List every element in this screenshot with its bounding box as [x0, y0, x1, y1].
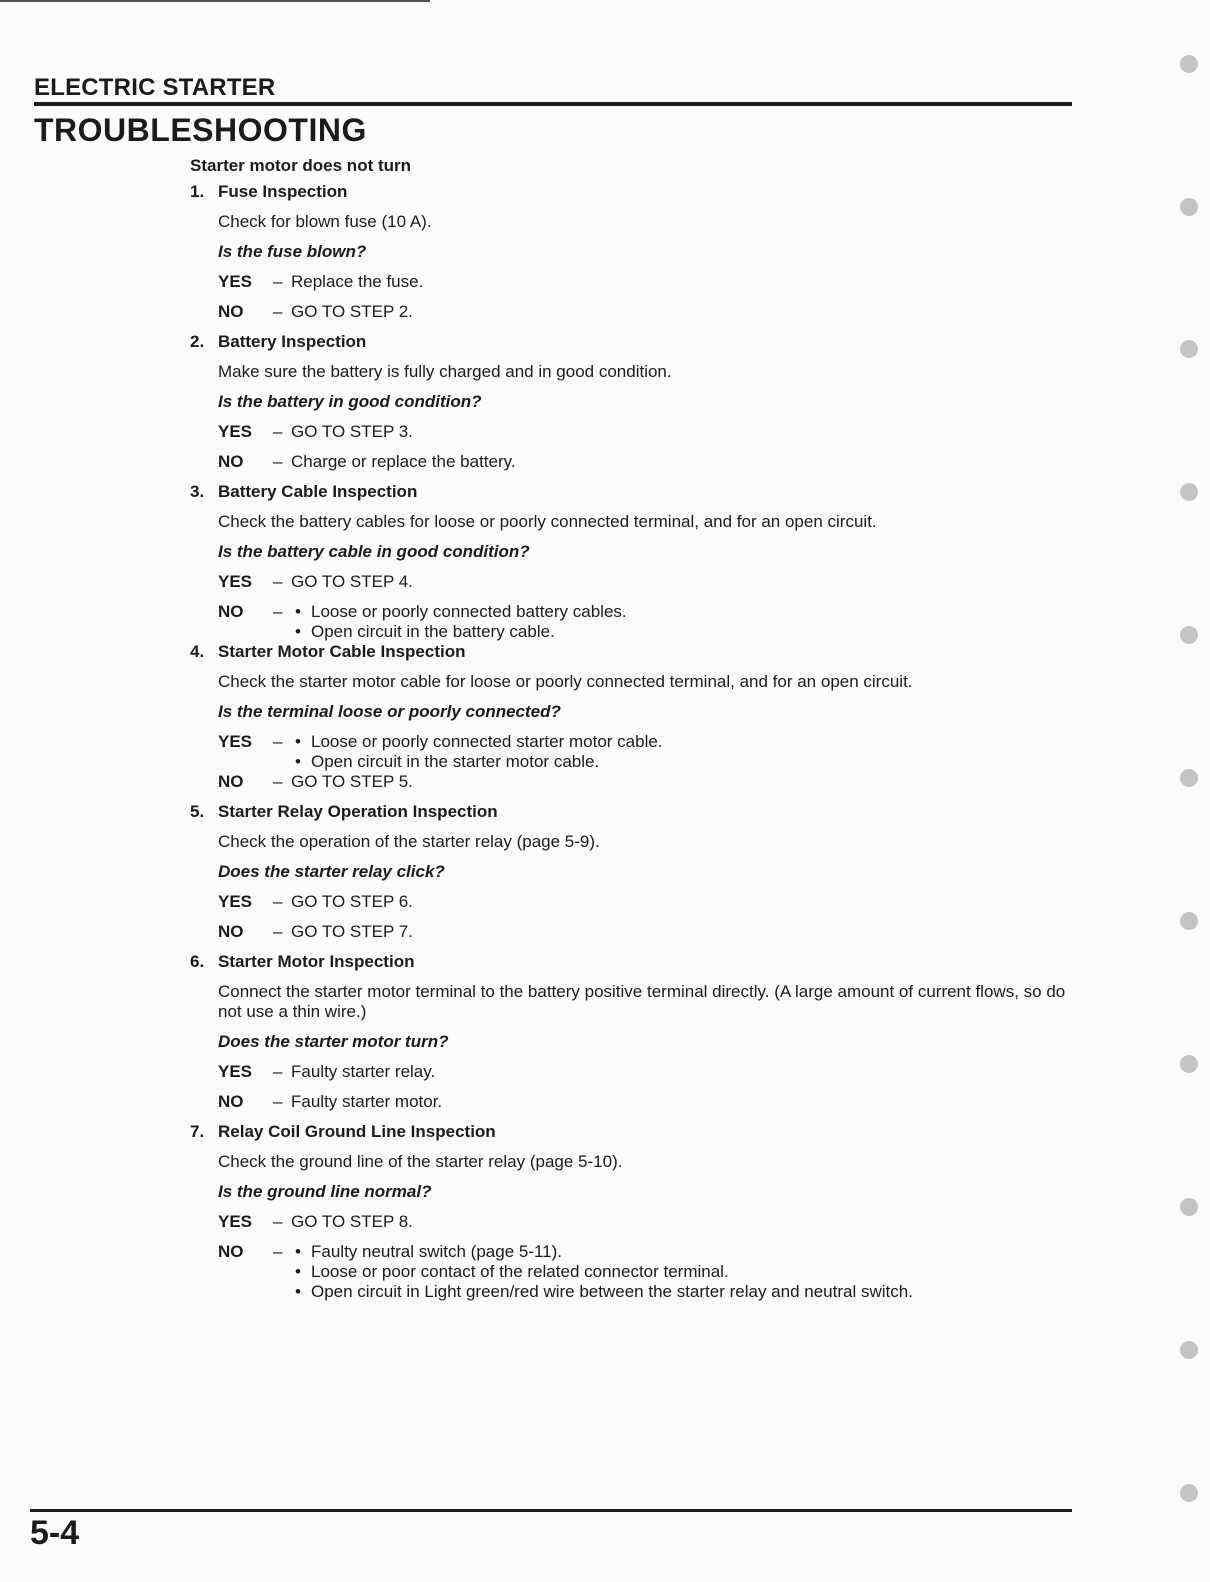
yes-text: GO TO STEP 4. — [291, 572, 413, 591]
answer-no — [218, 602, 1070, 642]
step-1 — [190, 182, 1070, 332]
bullet-item: • Open circuit in the battery cable. — [291, 622, 627, 642]
answer-yes — [218, 272, 1070, 302]
no-label: NO — [218, 922, 244, 941]
step-number: 5. — [190, 802, 205, 821]
bullet-item: • Loose or poor contact of the related connector terminal. — [291, 1262, 913, 1282]
step-question: Is the ground line normal? — [218, 1182, 432, 1201]
step-3 — [190, 482, 1070, 642]
answer-dash: – — [273, 452, 283, 471]
step-number: 3. — [190, 482, 205, 501]
page-title: TROUBLESHOOTING — [34, 112, 367, 148]
step-heading — [190, 1122, 1070, 1152]
step-description: Make sure the battery is fully charged and in good condition. — [218, 362, 672, 381]
step-title: Battery Cable Inspection — [218, 482, 418, 501]
yes-text: Replace the fuse. — [291, 272, 424, 291]
answer-no — [218, 1242, 1070, 1302]
yes-text: Faulty starter relay. — [291, 1062, 436, 1081]
answer-yes — [218, 572, 1070, 602]
yes-text: GO TO STEP 8. — [291, 1212, 413, 1231]
no-text: GO TO STEP 5. — [291, 772, 413, 791]
no-label: NO — [218, 1242, 244, 1261]
answer-no — [218, 772, 1070, 802]
section-title: ELECTRIC STARTER — [34, 74, 276, 101]
answer-dash: – — [273, 772, 283, 791]
step-heading — [190, 332, 1070, 362]
answer-no — [218, 452, 1070, 482]
step-description: Check the starter motor cable for loose or poorly connected terminal, and for an open circuit. — [218, 672, 913, 691]
answer-dash: – — [273, 922, 283, 941]
footer-rule — [30, 1509, 1072, 1512]
symptom-subtitle: Starter motor does not turn — [190, 156, 412, 175]
answer-yes — [218, 732, 1070, 772]
step-heading — [190, 182, 1070, 212]
answer-no — [218, 302, 1070, 332]
yes-text: GO TO STEP 3. — [291, 422, 413, 441]
step-number: 1. — [190, 182, 205, 201]
yes-label: YES — [218, 732, 253, 751]
answer-yes — [218, 1062, 1070, 1092]
binder-hole-icon — [1180, 626, 1198, 644]
answer-no — [218, 922, 1070, 952]
step-question: Is the fuse blown? — [218, 242, 367, 261]
yes-label: YES — [218, 892, 253, 911]
answer-yes — [218, 422, 1070, 452]
answer-dash: – — [273, 732, 283, 751]
yes-label: YES — [218, 422, 253, 441]
answer-dash: – — [273, 1092, 283, 1111]
step-7 — [190, 1122, 1070, 1302]
top-edge-line — [0, 0, 430, 2]
bullet-item: • Faulty neutral switch (page 5-11). — [291, 1242, 913, 1262]
binder-hole-icon — [1180, 769, 1198, 787]
no-label: NO — [218, 302, 244, 321]
answer-no — [218, 1092, 1070, 1122]
yes-label: YES — [218, 572, 253, 591]
step-2 — [190, 332, 1070, 482]
no-label: NO — [218, 1092, 244, 1111]
step-title: Starter Relay Operation Inspection — [218, 802, 498, 821]
step-title: Starter Motor Cable Inspection — [218, 642, 466, 661]
answer-yes — [218, 892, 1070, 922]
no-label: NO — [218, 452, 244, 471]
step-heading — [190, 482, 1070, 512]
no-label: NO — [218, 602, 244, 621]
no-bullet-list — [291, 602, 627, 642]
answer-dash: – — [273, 602, 283, 621]
no-label: NO — [218, 772, 244, 791]
yes-label: YES — [218, 1212, 253, 1231]
bullet-item: • Open circuit in the starter motor cable. — [291, 752, 663, 772]
step-question: Does the starter relay click? — [218, 862, 445, 881]
step-title: Battery Inspection — [218, 332, 367, 351]
answer-dash: – — [273, 272, 283, 291]
answer-dash: – — [273, 422, 283, 441]
binder-hole-icon — [1180, 483, 1198, 501]
troubleshooting-content — [190, 156, 1070, 1302]
step-heading — [190, 952, 1070, 982]
bullet-item: • Open circuit in Light green/red wire between the starter relay and neutral switch. — [291, 1282, 913, 1302]
answer-dash: – — [273, 1212, 283, 1231]
answer-dash: – — [273, 892, 283, 911]
step-description: Check the battery cables for loose or poorly connected terminal, and for an open circuit. — [218, 512, 877, 531]
step-number: 7. — [190, 1122, 205, 1141]
step-description: Check for blown fuse (10 A). — [218, 212, 432, 231]
binder-hole-icon — [1180, 340, 1198, 358]
no-text: Faulty starter motor. — [291, 1092, 443, 1111]
answer-yes — [218, 1212, 1070, 1242]
binder-hole-icon — [1180, 1484, 1198, 1502]
binder-hole-icon — [1180, 1055, 1198, 1073]
yes-label: YES — [218, 272, 253, 291]
step-title: Fuse Inspection — [218, 182, 348, 201]
step-number: 2. — [190, 332, 205, 351]
step-question: Is the battery cable in good condition? — [218, 542, 530, 561]
step-description: Check the ground line of the starter relay (page 5-10). — [218, 1152, 623, 1171]
binder-hole-icon — [1180, 1341, 1198, 1359]
answer-dash: – — [273, 1242, 283, 1261]
answer-dash: – — [273, 572, 283, 591]
yes-bullet-list — [291, 732, 663, 772]
binder-hole-icon — [1180, 198, 1198, 216]
step-4 — [190, 642, 1070, 802]
step-heading — [190, 802, 1070, 832]
no-bullet-list — [291, 1242, 913, 1302]
binder-hole-icon — [1180, 1198, 1198, 1216]
step-title: Relay Coil Ground Line Inspection — [218, 1122, 496, 1141]
binder-hole-icon — [1180, 55, 1198, 73]
binder-hole-icon — [1180, 912, 1198, 930]
step-title: Starter Motor Inspection — [218, 952, 415, 971]
step-question: Does the starter motor turn? — [218, 1032, 449, 1051]
answer-dash: – — [273, 302, 283, 321]
step-description: Connect the starter motor terminal to the battery positive terminal directly. (A large amount of current flows, so do not use a thin wire.) — [218, 982, 1066, 1021]
step-question: Is the terminal loose or poorly connected? — [218, 702, 561, 721]
step-number: 6. — [190, 952, 205, 971]
bullet-item: • Loose or poorly connected battery cables. — [291, 602, 627, 622]
step-5 — [190, 802, 1070, 952]
no-text: Charge or replace the battery. — [291, 452, 516, 471]
no-text: GO TO STEP 7. — [291, 922, 413, 941]
step-description: Check the operation of the starter relay (page 5-9). — [218, 832, 600, 851]
no-text: GO TO STEP 2. — [291, 302, 413, 321]
step-heading — [190, 642, 1070, 672]
step-6 — [190, 952, 1070, 1122]
step-number: 4. — [190, 642, 205, 661]
page-number: 5-4 — [30, 1514, 80, 1552]
answer-dash: – — [273, 1062, 283, 1081]
bullet-item: • Loose or poorly connected starter motor cable. — [291, 732, 663, 752]
yes-label: YES — [218, 1062, 253, 1081]
step-question: Is the battery in good condition? — [218, 392, 482, 411]
header-rule — [34, 102, 1072, 106]
yes-text: GO TO STEP 6. — [291, 892, 413, 911]
